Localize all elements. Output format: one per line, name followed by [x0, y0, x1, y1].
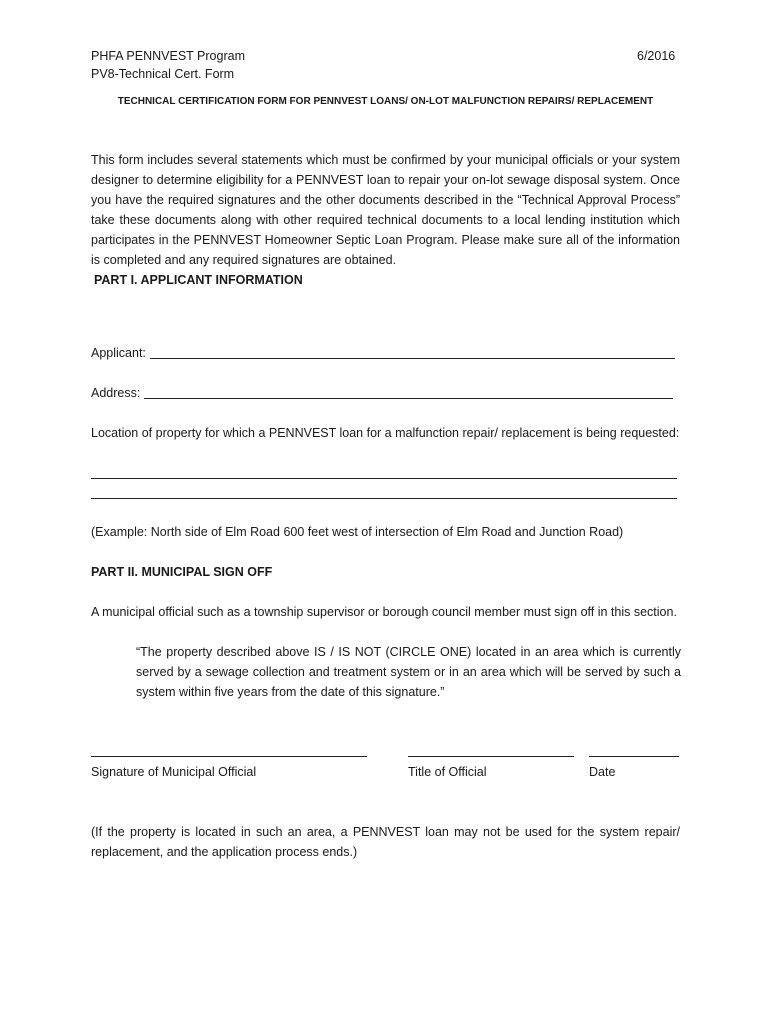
location-field-line-1[interactable]: [91, 478, 677, 479]
signature-label: Signature of Municipal Official: [91, 765, 257, 779]
part2-instructions: A municipal official such as a township supervisor or borough council member must sign off in this section.: [91, 605, 677, 619]
part1-heading: PART I. APPLICANT INFORMATION: [94, 273, 303, 287]
form-date: 6/2016: [637, 49, 676, 63]
location-field-line-2[interactable]: [91, 498, 677, 499]
program-name: PHFA PENNVEST Program: [91, 49, 245, 63]
intro-paragraph: This form includes several statements which must be confirmed by your municipal officials or your system designer to determine eligibility for a PENNVEST loan to repair your on-lot sewage disposal system. Once you have the required signatures and the other documents described in the “Technical Approval Process” take these documents along with other required technical documents to a local lending institution which participates in the PENNVEST Homeowner Septic Loan Program. Please make sure all of the information is completed and any required signatures are obtained.: [91, 153, 680, 267]
address-field[interactable]: [144, 398, 673, 399]
address-label: Address:: [91, 386, 141, 400]
applicant-label: Applicant:: [91, 346, 146, 360]
date-label: Date: [589, 765, 616, 779]
date-field[interactable]: [589, 756, 679, 757]
official-title-label: Title of Official: [408, 765, 487, 779]
official-title-field[interactable]: [408, 756, 574, 757]
municipal-statement: “The property described above IS / IS NOT (CIRCLE ONE) located in an area which is currently served by a sewage collection and treatment system or in an area which will be served by such a system within five years from the date of this signature.”: [136, 645, 681, 699]
signature-field[interactable]: [91, 756, 367, 757]
applicant-field[interactable]: [150, 358, 675, 359]
part2-heading: PART II. MUNICIPAL SIGN OFF: [91, 565, 273, 579]
form-id: PV8-Technical Cert. Form: [91, 67, 235, 81]
location-label: Location of property for which a PENNVEST loan for a malfunction repair/ replacement is being requested:: [91, 426, 680, 440]
page-title: TECHNICAL CERTIFICATION FORM FOR PENNVEST LOANS/ ON-LOT MALFUNCTION REPAIRS/ REPLACEMENT: [117, 96, 654, 107]
location-example: (Example: North side of Elm Road 600 feet west of intersection of Elm Road and Junction Road): [91, 525, 624, 539]
closing-note: (If the property is located in such an area, a PENNVEST loan may not be used for the system repair/ replacement, and the application process ends.): [91, 825, 680, 859]
